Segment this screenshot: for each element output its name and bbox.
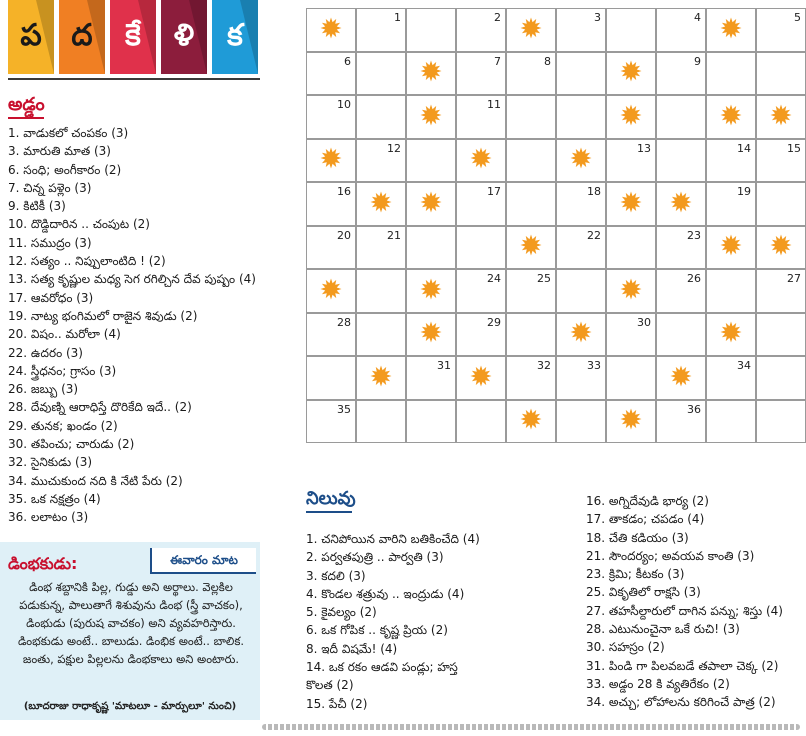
cell-number: 23 [687, 228, 701, 242]
down-title-underline [306, 511, 352, 513]
clue-item: 33. అడ్డం 28 కి వ్యతిరేకం (2) [586, 676, 730, 691]
sun-star-icon [520, 234, 542, 260]
grid-cell[interactable] [756, 269, 806, 313]
grid-cell[interactable] [756, 8, 806, 52]
cell-number: 15 [787, 141, 801, 155]
grid-cell[interactable] [356, 226, 406, 270]
word-of-the-week-box [0, 542, 260, 720]
cell-number: 30 [637, 315, 651, 329]
grid-cell[interactable] [556, 139, 606, 183]
cell-number: 8 [544, 54, 551, 68]
grid-cell[interactable] [606, 356, 656, 400]
clue-item: 29. తునక; ఖండం (2) [8, 418, 118, 433]
grid-cell[interactable] [606, 52, 656, 96]
grid-cell[interactable] [656, 400, 706, 444]
grid-cell[interactable] [606, 95, 656, 139]
grid-cell[interactable] [606, 269, 656, 313]
sun-star-icon [570, 321, 592, 347]
cell-number: 6 [344, 54, 351, 68]
grid-cell[interactable] [656, 269, 706, 313]
cell-number: 11 [487, 98, 501, 111]
clue-item: 22. ఉదరం (3) [8, 345, 83, 360]
grid-cell[interactable] [306, 356, 356, 400]
grid-cell[interactable] [706, 400, 756, 444]
sun-star-icon [770, 104, 792, 130]
grid-cell[interactable] [706, 269, 756, 313]
grid-cell[interactable] [456, 400, 506, 444]
across-title: అడ్డం [8, 94, 45, 115]
grid-cell[interactable] [606, 139, 656, 183]
sun-star-icon [670, 191, 692, 217]
sun-star-icon [620, 104, 642, 130]
cell-number: 9 [694, 54, 701, 68]
cell-number: 35 [337, 402, 351, 416]
note-title: డింభకుడు: [8, 554, 78, 573]
grid-cell[interactable] [706, 356, 756, 400]
header-divider [8, 78, 260, 80]
grid-cell[interactable] [756, 182, 806, 226]
grid-cell[interactable] [656, 226, 706, 270]
grid-cell[interactable] [706, 226, 756, 270]
tile-letter: క [227, 18, 243, 53]
title-tiles [8, 0, 260, 74]
note-body: డింభ శబ్దానికి పిల్ల, గుడ్డు అని అర్థాలు. వెల్లకిల పడుకున్న, పాలుతాగే శిశువును డింభ (స్త్రీ వాచకం), డింభుడు (పురుష వాచకం) అని వ్యవహరిస్తారు. డింభకుడు అంటే.. బాలుడు. డింభిక అంటే.. బాలిక. జంతు, పక్షుల పిల్లలను డింభకాలు అని అంటారు. [17, 580, 245, 666]
grid-cell[interactable] [756, 313, 806, 357]
grid-cell[interactable] [556, 356, 606, 400]
grid-cell[interactable] [456, 182, 506, 226]
clue-item: 1. చనిపోయిన వారిని బతికించేది (4) [306, 532, 480, 546]
clue-item: 19. నాట్య భంగిమలో రాజైన శివుడు (2) [8, 308, 198, 323]
sun-star-icon [570, 147, 592, 173]
sun-star-icon [620, 60, 642, 86]
grid-cell[interactable] [656, 139, 706, 183]
clue-item: 9. కిటికీ (3) [8, 199, 66, 214]
cell-number: 24 [487, 272, 501, 285]
sun-star-icon [420, 60, 442, 86]
grid-cell[interactable] [456, 313, 506, 357]
grid-cell[interactable] [306, 313, 356, 357]
grid-cell[interactable] [606, 182, 656, 226]
cell-number: 4 [694, 11, 701, 24]
sun-star-icon [320, 17, 342, 43]
grid-cell[interactable] [656, 8, 706, 52]
grid-cell[interactable] [306, 269, 356, 313]
grid-cell[interactable] [506, 269, 556, 313]
grid-cell[interactable] [556, 226, 606, 270]
grid-cell[interactable] [406, 95, 456, 139]
title-tile [59, 0, 105, 74]
grid-cell[interactable] [506, 8, 556, 52]
grid-cell[interactable] [656, 52, 706, 96]
cell-number: 25 [537, 272, 551, 285]
grid-cell[interactable] [306, 8, 356, 52]
grid-cell[interactable] [506, 356, 556, 400]
clue-item: 30. తపించు; చారుడు (2) [8, 437, 135, 452]
grid-cell[interactable] [406, 400, 456, 444]
grid-cell[interactable] [756, 52, 806, 96]
grid-cell[interactable] [556, 269, 606, 313]
grid-cell[interactable] [506, 95, 556, 139]
grid-cell[interactable] [706, 139, 756, 183]
sun-star-icon [420, 104, 442, 130]
grid-cell[interactable] [556, 400, 606, 444]
grid-cell[interactable] [456, 95, 506, 139]
grid-cell[interactable] [406, 269, 456, 313]
cell-number: 2 [494, 11, 501, 24]
across-clue-list [8, 124, 260, 527]
cell-number: 32 [537, 359, 551, 372]
cell-number: 14 [737, 141, 751, 155]
cell-number: 29 [487, 315, 501, 329]
title-tile [161, 0, 207, 74]
grid-cell[interactable] [356, 182, 406, 226]
grid-cell[interactable] [406, 226, 456, 270]
grid-cell[interactable] [356, 400, 406, 444]
grid-cell[interactable] [456, 226, 506, 270]
clue-item: 17. తాకడం; చపడం (4) [586, 512, 705, 527]
down-clue-list-left [306, 530, 578, 713]
grid-cell[interactable] [456, 52, 506, 96]
sun-star-icon [420, 278, 442, 304]
cell-number: 16 [337, 185, 351, 198]
grid-cell[interactable] [356, 356, 406, 400]
clue-item: 14. ఒక రకం ఆడవి పండ్లు; హస్త కొలత (2) [306, 660, 458, 693]
sun-star-icon [620, 408, 642, 434]
down-title: నిలువు [306, 488, 356, 509]
clue-item: 35. ఒక నక్షత్రం (4) [8, 491, 101, 506]
grid-cell[interactable] [306, 139, 356, 183]
grid-cell[interactable] [406, 8, 456, 52]
grid-cell[interactable] [556, 95, 606, 139]
grid-cell[interactable] [706, 8, 756, 52]
grid-cell[interactable] [506, 400, 556, 444]
grid-cell[interactable] [506, 313, 556, 357]
sun-star-icon [620, 278, 642, 304]
grid-cell[interactable] [606, 8, 656, 52]
grid-cell[interactable] [756, 226, 806, 270]
sun-star-icon [770, 234, 792, 260]
cell-number: 3 [594, 11, 601, 24]
grid-cell[interactable] [556, 313, 606, 357]
grid-cell[interactable] [356, 95, 406, 139]
clue-item: 8. ఇదీ విషమే! (4) [306, 641, 398, 656]
grid-cell[interactable] [506, 182, 556, 226]
sun-star-icon [470, 365, 492, 391]
grid-cell[interactable] [406, 139, 456, 183]
grid-cell[interactable] [306, 226, 356, 270]
clue-item: 16. అగ్నిదేవుడి భార్య (2) [586, 494, 709, 508]
grid-cell[interactable] [306, 400, 356, 444]
cell-number: 13 [637, 141, 651, 155]
grid-cell[interactable] [456, 8, 506, 52]
title-tile [110, 0, 156, 74]
sun-star-icon [720, 17, 742, 43]
grid-cell[interactable] [606, 313, 656, 357]
clue-item: 25. వికృతిలో రాక్షసి (3) [586, 585, 701, 600]
grid-cell[interactable] [556, 8, 606, 52]
decorative-border [262, 724, 800, 730]
grid-cell[interactable] [606, 400, 656, 444]
clue-item: 26. జబ్బు (3) [8, 382, 79, 397]
clue-item: 36. లలాటం (3) [8, 510, 89, 525]
grid-cell[interactable] [506, 52, 556, 96]
clue-item: 3. కదలి (3) [306, 568, 366, 583]
clue-item: 30. సహస్రం (2) [586, 640, 665, 655]
clue-item: 32. సైనికుడు (3) [8, 455, 93, 470]
sun-star-icon [670, 365, 692, 391]
grid-cell[interactable] [356, 8, 406, 52]
grid-cell[interactable] [456, 356, 506, 400]
title-tile [8, 0, 54, 74]
clue-item: 23. క్రిమి; కీటకం (3) [586, 567, 685, 582]
cell-number: 17 [487, 185, 501, 198]
clue-item: 18. చేతి కడియం (3) [586, 530, 689, 545]
cell-number: 20 [337, 228, 351, 242]
clue-item: 21. సౌందర్యం; అవయవ కాంతి (3) [586, 548, 755, 563]
down-clue-list-right [586, 492, 800, 712]
clue-item: 4. కొండల శత్రువు .. ఇంద్రుడు (4) [306, 586, 465, 601]
grid-cell[interactable] [406, 356, 456, 400]
cell-number: 34 [737, 359, 751, 372]
sun-star-icon [720, 234, 742, 260]
grid-cell[interactable] [306, 182, 356, 226]
clue-item: 1. వాడుకలో చంపకం (3) [8, 126, 129, 140]
title-tile [212, 0, 258, 74]
sun-star-icon [470, 147, 492, 173]
grid-cell[interactable] [356, 52, 406, 96]
clue-item: 7. చిన్న పళ్లెం (3) [8, 180, 92, 195]
cell-number: 27 [787, 272, 801, 285]
clue-item: 17. ఆవరోధం (3) [8, 290, 94, 305]
across-title-underline [8, 117, 44, 119]
cell-number: 21 [387, 228, 401, 242]
sun-star-icon [320, 278, 342, 304]
sun-star-icon [420, 191, 442, 217]
tile-letter: కే [125, 18, 141, 53]
cell-number: 33 [587, 359, 601, 372]
sun-star-icon [620, 191, 642, 217]
cell-number: 5 [794, 11, 801, 24]
sun-star-icon [420, 321, 442, 347]
clue-item: 5. కైవల్యం (2) [306, 605, 377, 620]
clue-item: 28. ఎటునుంచైనా ఒకే రుచి! (3) [586, 622, 740, 637]
cell-number: 22 [587, 228, 601, 242]
grid-cell[interactable] [706, 95, 756, 139]
cell-number: 12 [387, 141, 401, 155]
grid-cell[interactable] [456, 139, 506, 183]
grid-cell[interactable] [556, 52, 606, 96]
sun-star-icon [720, 321, 742, 347]
clue-item: 34. అచ్చు; లోహాలను కరిగించే పాత్ర (2) [586, 695, 776, 710]
grid-cell[interactable] [656, 313, 706, 357]
clue-item: 28. దేవుణ్ని ఆరాధిస్తే దొరికేది ఇదే.. (2) [8, 400, 192, 415]
grid-cell[interactable] [706, 313, 756, 357]
cell-number: 36 [687, 402, 701, 416]
grid-cell[interactable] [556, 182, 606, 226]
grid-cell[interactable] [406, 182, 456, 226]
grid-cell[interactable] [756, 95, 806, 139]
grid-cell[interactable] [356, 139, 406, 183]
sun-star-icon [520, 17, 542, 43]
grid-cell[interactable] [356, 313, 406, 357]
clue-item: 6. ఒక గోపిక .. కృష్ణ ప్రియ (2) [306, 623, 448, 638]
clue-item: 12. సత్యం .. నిప్పులాంటిది ! (2) [8, 254, 166, 269]
clue-item: 15. పేచీ (2) [306, 696, 368, 711]
grid-cell[interactable] [756, 400, 806, 444]
sun-star-icon [520, 408, 542, 434]
grid-cell[interactable] [656, 95, 706, 139]
clue-item: 34. ముచుకుంద నది కి నేటి పేరు (2) [8, 473, 183, 488]
cell-number: 7 [494, 54, 501, 68]
cell-number: 28 [337, 315, 351, 329]
clue-item: 2. పర్వతపుత్రి .. పార్వతి (3) [306, 550, 444, 565]
grid-cell[interactable] [656, 356, 706, 400]
clue-item: 6. సంధి; అంగీకారం (2) [8, 162, 122, 177]
grid-cell[interactable] [756, 356, 806, 400]
grid-cell[interactable] [406, 52, 456, 96]
cell-number: 18 [587, 185, 601, 198]
tile-letter: ద [71, 18, 93, 53]
grid-cell[interactable] [656, 182, 706, 226]
sun-star-icon [370, 365, 392, 391]
clue-item: 20. విషం.. మరోలా (4) [8, 327, 121, 342]
tile-letter: ప [20, 18, 42, 53]
grid-cell[interactable] [706, 52, 756, 96]
note-source: (బూదరాజు రాధాకృష్ణ 'మాటలూ - మార్పులూ' నుంచి) [23, 701, 237, 712]
grid-cell[interactable] [506, 226, 556, 270]
note-badge: ఈవారం మాట [150, 548, 256, 574]
clue-item: 31. పిండి గా పిలవబడే తపాలా చెక్క (2) [586, 658, 779, 673]
sun-star-icon [320, 147, 342, 173]
clue-item: 3. మారుతి మాత (3) [8, 144, 111, 159]
clue-item: 13. సత్య కృష్ణుల మధ్య సెగ రగిల్చిన దేవ పుష్పం (4) [8, 272, 256, 287]
cell-number: 31 [437, 359, 451, 372]
grid-cell[interactable] [506, 139, 556, 183]
cell-number: 26 [687, 272, 701, 285]
grid-cell[interactable] [756, 139, 806, 183]
grid-cell[interactable] [406, 313, 456, 357]
clue-item: 27. తహసీల్దారులో దాగిన పన్ను; శిస్తు (4) [586, 603, 783, 618]
cell-number: 19 [737, 185, 751, 198]
grid-cell[interactable] [306, 95, 356, 139]
grid-cell[interactable] [706, 182, 756, 226]
cell-number: 10 [337, 98, 351, 111]
grid-cell[interactable] [356, 269, 406, 313]
clue-item: 11. సముద్రం (3) [8, 235, 92, 250]
grid-cell[interactable] [306, 52, 356, 96]
sun-star-icon [370, 191, 392, 217]
clue-item: 24. స్త్రీధనం; గ్రాసం (3) [8, 363, 117, 378]
cell-number: 1 [394, 11, 401, 24]
sun-star-icon [720, 104, 742, 130]
grid-cell[interactable] [606, 226, 656, 270]
clue-item: 10. దొడ్డిదారిన .. చంపుట (2) [8, 217, 150, 232]
tile-letter: ళి [173, 18, 195, 53]
grid-cell[interactable] [456, 269, 506, 313]
